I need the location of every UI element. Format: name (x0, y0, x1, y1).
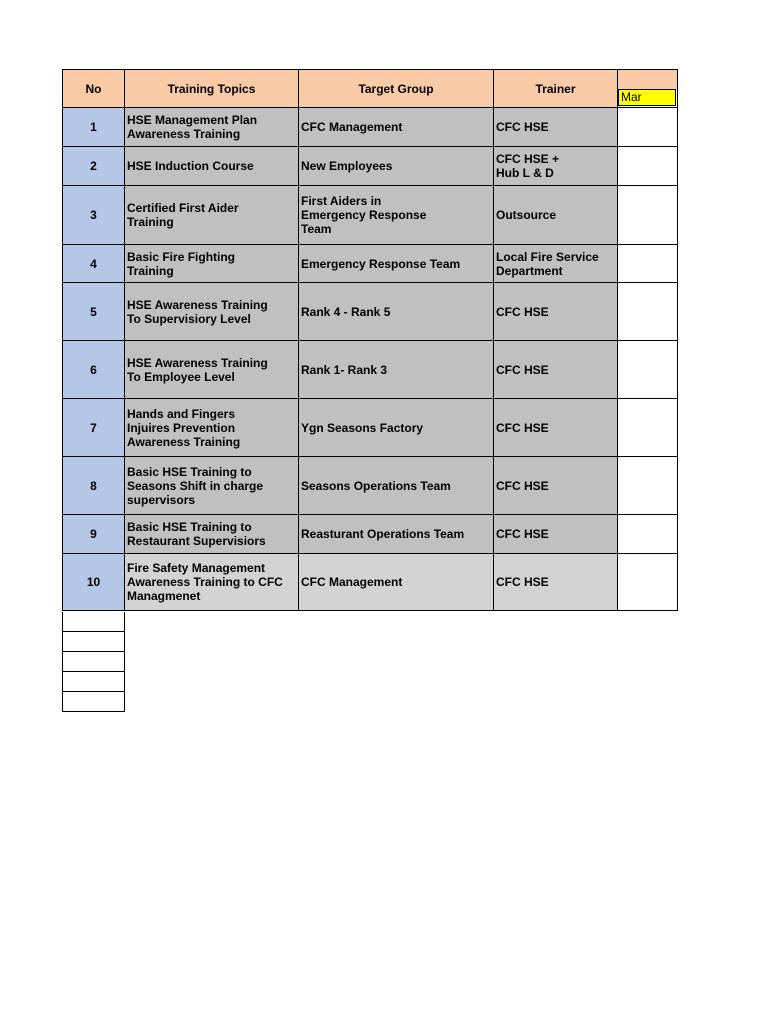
header-training-topics[interactable]: Training Topics (125, 70, 299, 108)
target-group-cell[interactable]: New Employees (299, 147, 494, 186)
row-number[interactable]: 9 (63, 515, 125, 554)
month-cell[interactable] (618, 457, 678, 515)
table-row (63, 341, 678, 399)
row-number[interactable]: 1 (63, 108, 125, 147)
trainer-cell[interactable]: CFC HSE (494, 108, 618, 147)
month-header-band (618, 70, 678, 89)
trainer-cell[interactable]: CFC HSE (494, 399, 618, 457)
month-cell[interactable] (618, 341, 678, 399)
trainer-cell[interactable]: CFC HSE (494, 457, 618, 515)
empty-cell[interactable] (62, 652, 125, 672)
target-group-cell[interactable]: Ygn Seasons Factory (299, 399, 494, 457)
row-number[interactable]: 4 (63, 245, 125, 283)
row-number[interactable]: 10 (63, 554, 125, 611)
empty-cell[interactable] (62, 672, 125, 692)
trainer-cell[interactable]: CFC HSE (494, 515, 618, 554)
table-row (63, 399, 678, 457)
empty-cells-column (62, 612, 125, 712)
target-group-cell[interactable]: Emergency Response Team (299, 245, 494, 283)
target-group-cell[interactable]: Rank 1- Rank 3 (299, 341, 494, 399)
trainer-cell[interactable]: CFC HSE (494, 283, 618, 341)
training-topic-cell[interactable]: Basic Fire Fighting Training (125, 245, 299, 283)
training-topic-cell[interactable]: Certified First Aider Training (125, 186, 299, 245)
target-group-cell[interactable]: Rank 4 - Rank 5 (299, 283, 494, 341)
header-month[interactable] (618, 70, 678, 108)
table-row (63, 147, 678, 186)
table-row (63, 515, 678, 554)
table-row (63, 554, 678, 611)
training-table (62, 69, 678, 611)
training-topic-cell[interactable]: Basic HSE Training to Seasons Shift in charge supervisors (125, 457, 299, 515)
header-target-group[interactable]: Target Group (299, 70, 494, 108)
month-label-mar[interactable]: Mar (618, 89, 676, 106)
table-row (63, 245, 678, 283)
empty-cell[interactable] (62, 632, 125, 652)
target-group-cell[interactable]: Reasturant Operations Team (299, 515, 494, 554)
month-cell[interactable] (618, 554, 678, 611)
trainer-cell[interactable]: CFC HSE + Hub L & D (494, 147, 618, 186)
month-cell[interactable] (618, 147, 678, 186)
training-topic-cell[interactable]: Hands and Fingers Injuires Prevention Awareness Training (125, 399, 299, 457)
month-cell[interactable] (618, 283, 678, 341)
target-group-cell[interactable]: CFC Management (299, 108, 494, 147)
row-number[interactable]: 5 (63, 283, 125, 341)
trainer-cell[interactable]: Outsource (494, 186, 618, 245)
training-topic-cell[interactable]: Fire Safety Management Awareness Training to CFC Managmenet (125, 554, 299, 611)
trainer-cell[interactable]: CFC HSE (494, 341, 618, 399)
row-number[interactable]: 3 (63, 186, 125, 245)
training-topic-cell[interactable]: Basic HSE Training to Restaurant Supervisiors (125, 515, 299, 554)
target-group-cell[interactable]: First Aiders in Emergency Response Team (299, 186, 494, 245)
header-row (63, 70, 678, 108)
trainer-cell[interactable]: Local Fire Service Department (494, 245, 618, 283)
header-no[interactable]: No (63, 70, 125, 108)
month-cell[interactable] (618, 245, 678, 283)
training-topic-cell[interactable]: HSE Induction Course (125, 147, 299, 186)
month-cell[interactable] (618, 186, 678, 245)
trainer-cell[interactable]: CFC HSE (494, 554, 618, 611)
empty-cell[interactable] (62, 612, 125, 632)
training-topic-cell[interactable]: HSE Management Plan Awareness Training (125, 108, 299, 147)
header-trainer[interactable]: Trainer (494, 70, 618, 108)
table-row (63, 457, 678, 515)
target-group-cell[interactable]: CFC Management (299, 554, 494, 611)
month-cell[interactable] (618, 108, 678, 147)
row-number[interactable]: 6 (63, 341, 125, 399)
row-number[interactable]: 7 (63, 399, 125, 457)
month-cell[interactable] (618, 515, 678, 554)
row-number[interactable]: 2 (63, 147, 125, 186)
table-row (63, 108, 678, 147)
training-topic-cell[interactable]: HSE Awareness Training To Employee Level (125, 341, 299, 399)
row-number[interactable]: 8 (63, 457, 125, 515)
training-plan-sheet (62, 69, 678, 611)
table-row (63, 283, 678, 341)
empty-cell[interactable] (62, 692, 125, 712)
table-row (63, 186, 678, 245)
month-cell[interactable] (618, 399, 678, 457)
training-topic-cell[interactable]: HSE Awareness Training To Supervisiory Level (125, 283, 299, 341)
target-group-cell[interactable]: Seasons Operations Team (299, 457, 494, 515)
